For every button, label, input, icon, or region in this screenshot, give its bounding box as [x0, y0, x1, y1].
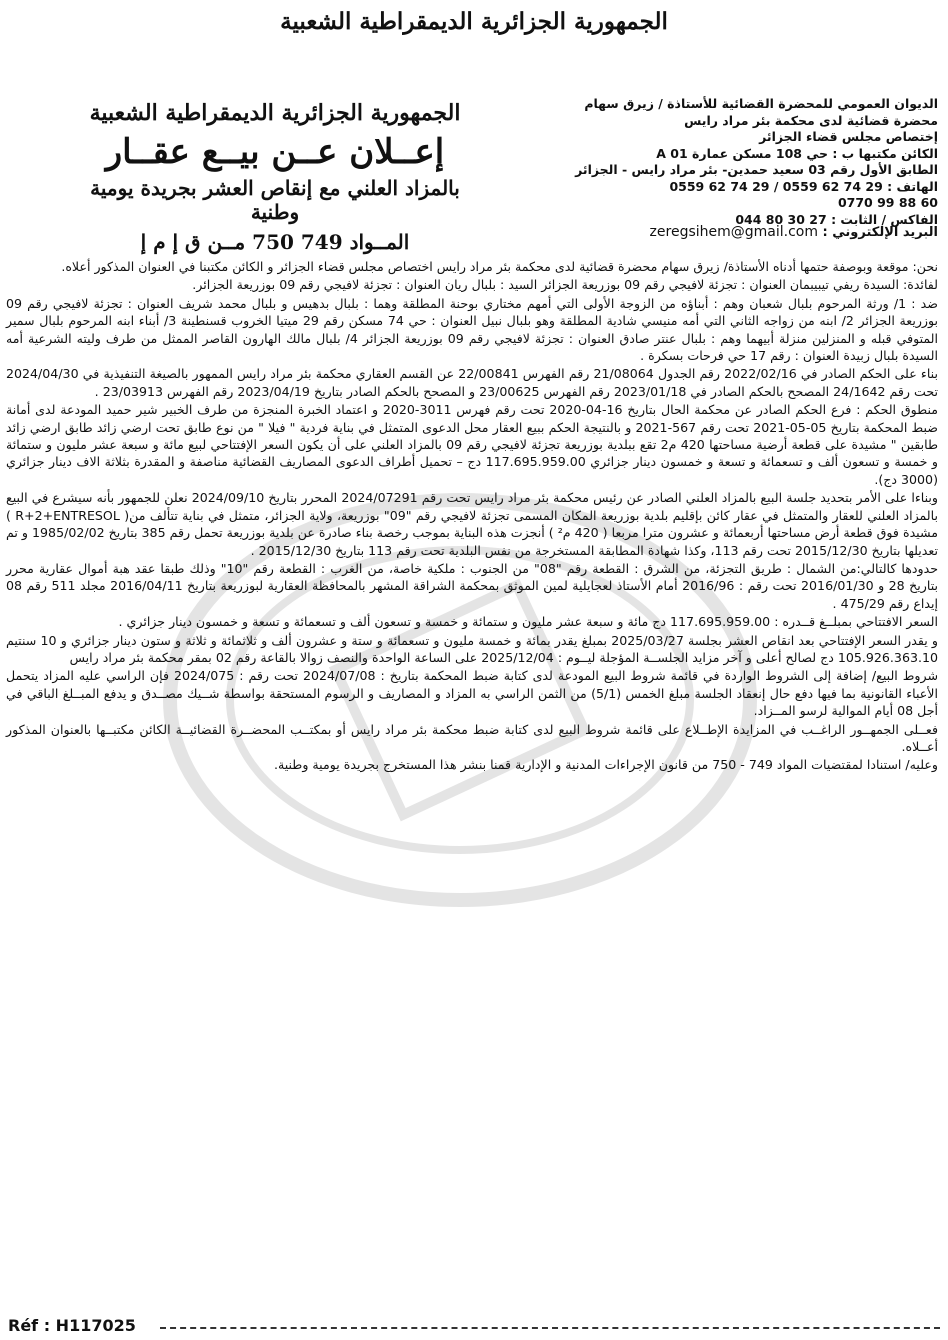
paragraph-judgment-ruling: منطوق الحكم : فرع الحكم الصادر عن محكمة الحال بتاريخ 16-04-2020 تحت رقم فهرس 3011-2020 و اعتماد الخبرة المنجزة من طرف الخبير شير حميد المودعة لدى أمانة ضبط المحكمة بتاريخ 05-05-2021 تحت رقم 567-2021 و بالنتيجة الحكم ببيع العقار محل الدعوى المتمثل في بناية فردية " فيلا " من نوع طابق تحت ارضي زائد طابق ارضي زائد طابقين " مشيدة على قطعة أرضية مساحتها 420 م2 تقع ببلدية بوزريعة تجزئة لافيجي رقم 09 بالمزاد العلني على أن يكون السعر الإفتتاحي لبيع مائة و سبعة عشر مليون و ستمائة و خمسة و تسعون ألف و تسعمائة و تسعة و خمسون دينار جزائري 117.695.959.00 دج – تحميل أطراف الدعوى المصاريف القضائية مناصفة و المقدرة بثلاثة الاف دينار جزائري (3000 دج). [6, 402, 939, 487]
phone-number-1: 0559 62 74 29 / 0559 62 74 29 [669, 178, 883, 194]
reference-number: Réf : H117025 [8, 1316, 136, 1335]
office-phone-2 [498, 195, 938, 212]
office-line-5: الطابق الأول رقم 03 سعيد حمدين- بئر مراد رايس - الجزائر [575, 162, 938, 177]
paragraph-opening-price: السعر الافتتاحي بمبلــغ قــدره : 117.695.959.00 دج مائة و سبعة عشر مليون و ستمائة و خمسة و تسعون ألف و تسعمائة و تسعة و خمسون دينار جزائري . [118, 614, 938, 630]
paragraph-against: ضد : 1/ ورثة المرحوم بلبال شعبان وهم : أبناؤه من الزوجة الأولى التي أمهم مختاري بوحنة المطلقة وهما : بلبال بدهيس و بلبال محمد شريف العنوان : تجزئة لافيجي رقم 09 بوزريعة الجزائر 2/ ابنه من زواجه الثاني التي أمه منيسي شادية المطلقة وهو بلبال نبيل العنوان : حي 74 مسكن رقم 29 ميتيا الخروب قسنطينة 3/ أبناء ابنه المرحوم بلبال سمير المتوفي قبله و المنزلين منزلة أبيهما وهم : بلبال عنتر صادق العنوان : تجزئة لافيجي رقم 09 بوزريعة الجزائر 4/ بلبال مالك الهارون القاصر الممثل من طرف وليته الشرعية أمه السيدة بلبال زبيدة العنوان : رقم 17 حي فرحات بسكرة . [6, 295, 939, 364]
paragraph-legal-basis: وعليه/ استنادا لمقتضيات المواد 749 - 750 من قانون الإجراءات المدنية و الإدارية قمنا بنشر هذا المستخرج بجريدة يومية وطنية. [273, 757, 938, 773]
fax-label: الفاكس / الثابت : [831, 211, 938, 227]
paragraph-sale-order: وبناءا على الأمر بتحديد جلسة البيع بالمزاد العلني الصادر عن رئيس محكمة بئر مراد رايس تحت رقم 2024/07291 المحرر بتاريخ 2024/09/10 نعلن للجمهور بأنه سيشرع في البيع بالمزاد العلني للعقار والمتمثل في عقار كائن بإقليم بلدية بوزريعة المكان المسمى تجزئة لافيجي رقم "09" بوزريعة، ولاية الجزائر، متمثل في بناية تتألف من( R+2+ENTRESOL ) مشيدة فوق قطعة أرض مساحتها أربعمائة و عشرون مترا مربعا ( 420 م² ) أنجزت هذه البناية بموجب رخصة بناء صادرة عن بلدية بوزريعة تحمل رقم 385 بتاريخ 1985/02/02 و تم تعديلها بتاريخ 2015/12/30 تحت رقم 113، وكذا شهادة المطابقة المستخرجة من نفس البلدية تحت رقم 113 بتاريخ 2015/12/30 . [6, 490, 938, 558]
paragraph-judgment-basis: بناء على الحكم الصادر في 2022/02/16 رقم الجدول 21/08064 رقم الفهرس 22/00841 عن القسم العقاري محكمة بئر مراد رايس الممهور بالصيغة التنفيذية في 2024/04/30 تحت رقم 24/1642 المصحح بالحكم الصادر في 2023/01/18 رقم الفهرس 23/00625 و المصحح بالحكم الصادر بتاريخ 2023/04/19 رقم الفهرس 23/03913 . [6, 366, 938, 399]
reference-divider [160, 1327, 940, 1329]
announcement-body [6, 258, 938, 775]
bailiff-office-block [498, 96, 938, 228]
heading-republic: الجمهورية الجزائرية الديمقراطية الشعبية [89, 100, 461, 126]
top-title: الجمهورية الجزائرية الديمقراطية الشعبية [280, 8, 668, 35]
heading-subtitle: بالمزاد العلني مع إنقاص العشر بجريدة يومية وطنية [90, 176, 460, 224]
paragraph-reduced-price: و يقدر السعر الإفتتاحي بعد انقاص العشر بجلسة 2025/03/27 بمبلغ يقدر بمائة و خمسة مليون و تسعمائة و ستة و عشرون ألف و ثلاثمائة و ثلاثة و ستون دينار جزائري و 10 سنتيم 105.926.363.10 دج لصالح أعلى و آخر مزايد الجلســة المؤجلة ليــوم : 2025/12/04 على الساعة الواحدة والنصف زوالا بالقاعة رقم 02 بمقر محكمة بئر مراد رايس [6, 632, 938, 665]
fax-number: 044 80 30 27 [735, 211, 827, 227]
announcement-heading [70, 100, 480, 254]
phone-label: الهاتف : [887, 178, 938, 194]
paragraph-public-notice: فعــلى الجمهــور الراغــب في المزايدة الإطــلاع على قائمة شروط البيع لدى كتابة ضبط محكمة بئر مراد رايس أو بمكتــب المحضــرة القضائيــة الكائن مكتبــها بالعنوان المذكور أعــلاه. [6, 721, 938, 754]
paragraph-boundaries: حدودها كالتالي:من الشمال : طريق التجزئة، من الشرق : القطعة رقم "08" من الجنوب : ملكية خاصة، من الغرب : القطعة رقم "10" وذلك طبقا عقد هبة أموال عقارية محرر بتاريخ 28 و 2016/01/30 تحت رقم : 2016/96 أمام الأستاذ لعجايلية لمين الموثق بمحكمة الشراقة المشهر بالمحافظة العقارية لبوزريعة بتاريخ 2016/04/11 مجلد 511 رقم 08 إيداع رقم 475/29 . [6, 560, 938, 611]
email-label: البريد الإلكتروني : [822, 225, 938, 240]
phone-number-2: 0770 99 88 60 [837, 195, 938, 210]
office-line-3: إختصاص مجلس قضاء الجزائر [759, 129, 938, 144]
paragraph-beneficiary: لفائدة: السيدة ريفي تيبيبمان العنوان : تجزئة لافيجي رقم 09 بوزريعة الجزائر السيد : بلبال ريان العنوان : تجزئة لافيجي رقم 09 بوزريعة الجزائر. [192, 277, 938, 293]
office-email [650, 224, 938, 240]
paragraph-sale-conditions: شروط البيع/ إضافة إلى الشروط الواردة في قائمة شروط البيع المودعة لدى كتابة ضبط المحكمة بتاريخ : 2024/07/08 تحت رقم : 2024/075 فإن الراسي عليه المزاد يتحمل الأعباء القانونية بما فيها دفع حال إنعقاد الجلسة مبلغ الخمس (5/1) من الثمن الراسي به المزاد و المصاريف و الرسوم المستحقة بواسطة شــيك مصــدق و يدفع المبــلغ الباقي في أجل 08 أيام الموالية لرسو المــزاد. [6, 668, 938, 719]
office-line-4: الكائن مكتبها ب : حي 108 مسكن عمارة A 01 [656, 145, 938, 161]
email-address: zeregsihem@gmail.com [649, 224, 818, 240]
heading-articles: المــواد 749 750 مــن ق إ م إ [140, 230, 410, 254]
office-phone [498, 179, 938, 196]
paragraph-intro: نحن: موقعة وبوصفة حتمها أدناه الأستاذة/ زيرق سهام محضرة قضائية لدى محكمة بئر مراد رايس اختصاص مجلس قضاء الجزائر و الكائن مكتبنا في العنوان المذكور أعلاه. [61, 259, 938, 274]
office-line-1: الديوان العمومي للمحضرة القضائية للأستاذة / زيرق سهام [584, 96, 938, 111]
office-line-2: محضرة قضائية لدى محكمة بئر مراد رايس [684, 112, 938, 128]
heading-announcement: إعــلان عــن بيــع عقــار [105, 132, 445, 172]
